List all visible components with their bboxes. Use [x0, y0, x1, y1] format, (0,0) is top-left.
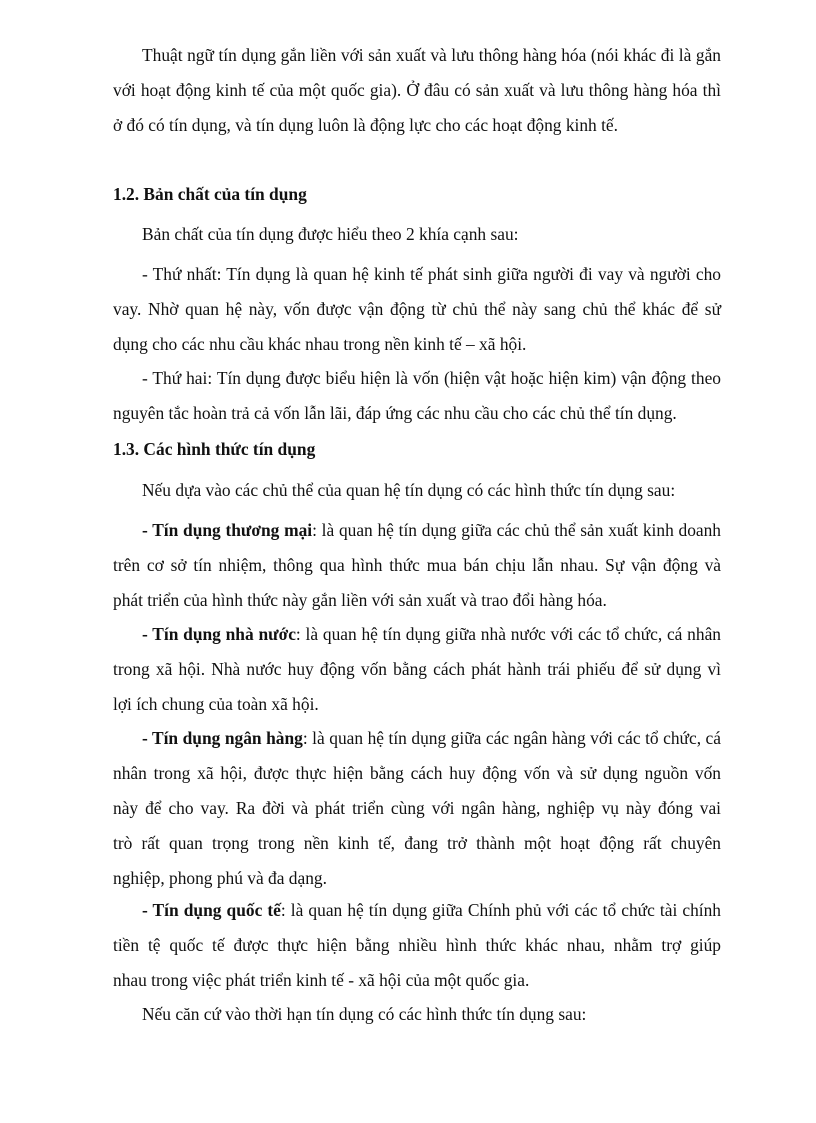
intro-paragraph — [113, 38, 721, 143]
text-line: vay. Nhờ quan hệ này, vốn được vận động từ chủ thể này sang chủ thể khác để sử — [113, 299, 721, 319]
text-line: trên cơ sở tín nhiệm, thông qua hình thức mua bán chịu lẫn nhau. Sự vận động và — [113, 555, 721, 575]
term-international-credit: - Tín dụng quốc tế — [142, 900, 281, 920]
section-heading-1-3: 1.3. Các hình thức tín dụng — [113, 439, 316, 459]
text-line: - Thứ hai: Tín dụng được biểu hiện là vốn (hiện vật hoặc hiện kim) vận động theo — [142, 368, 721, 388]
text-line: ở đó có tín dụng, và tín dụng luôn là động lực cho các hoạt động kinh tế. — [113, 115, 618, 135]
text-line: dụng cho các nhu cầu khác nhau trong nền kinh tế – xã hội. — [113, 334, 527, 354]
section-1-2-first-point — [113, 257, 721, 362]
closing-paragraph — [113, 997, 721, 1032]
text-line: Nếu dựa vào các chủ thể của quan hệ tín dụng có các hình thức tín dụng sau: — [142, 480, 676, 500]
international-credit-paragraph — [113, 893, 721, 998]
section-1-2-second-point — [113, 361, 721, 431]
section-1-3-lead — [113, 473, 721, 508]
text-line: nghiệp, phong phú và đa dạng. — [113, 868, 327, 888]
text-line: lợi ích chung của toàn xã hội. — [113, 694, 319, 714]
text-line: nhân trong xã hội, được thực hiện bằng cách huy động vốn và sử dụng nguồn vốn — [113, 763, 721, 783]
text-line — [113, 513, 721, 548]
text-line: nguyên tắc hoàn trả cả vốn lẫn lãi, đáp ứng các nhu cầu cho các chủ thể tín dụng. — [113, 403, 677, 423]
text-line — [113, 893, 721, 928]
term-state-credit: - Tín dụng nhà nước — [142, 624, 296, 644]
commercial-credit-paragraph — [113, 513, 721, 618]
text-line — [113, 617, 721, 652]
text-line: Bản chất của tín dụng được hiểu theo 2 khía cạnh sau: — [142, 224, 519, 244]
definition-text: : là quan hệ tín dụng giữa Chính phủ với các tổ chức tài chính — [280, 900, 722, 920]
term-commercial-credit: - Tín dụng thương mại — [142, 520, 313, 540]
text-line: trò rất quan trọng trong nền kinh tế, đang trở thành một hoạt động rất chuyên — [113, 833, 721, 853]
text-line: Nếu căn cứ vào thời hạn tín dụng có các hình thức tín dụng sau: — [142, 1004, 587, 1024]
text-line: trong xã hội. Nhà nước huy động vốn bằng cách phát hành trái phiếu để sử dụng vì — [113, 659, 721, 679]
section-heading-1-2: 1.2. Bản chất của tín dụng — [113, 184, 307, 204]
definition-text: : là quan hệ tín dụng giữa các ngân hàng với các tổ chức, cá — [302, 728, 721, 748]
text-line: này để cho vay. Ra đời và phát triển cùng với ngân hàng, nghiệp vụ này đóng vai — [113, 798, 721, 818]
text-line: phát triển của hình thức này gắn liền với sản xuất và trao đổi hàng hóa. — [113, 590, 607, 610]
text-line — [113, 721, 721, 756]
state-credit-paragraph — [113, 617, 721, 722]
text-line: tiền tệ quốc tế được thực hiện bằng nhiều hình thức khác nhau, nhằm trợ giúp — [113, 935, 721, 955]
section-1-2-lead — [113, 217, 721, 252]
definition-text: : là quan hệ tín dụng giữa các chủ thể sản xuất kinh doanh — [312, 520, 722, 540]
term-bank-credit: - Tín dụng ngân hàng — [142, 728, 303, 748]
text-line: Thuật ngữ tín dụng gắn liền với sản xuất và lưu thông hàng hóa (nói khác đi là gắn — [142, 45, 721, 65]
text-line: với hoạt động kinh tế của một quốc gia). Ở đâu có sản xuất và lưu thông hàng hóa thì — [113, 80, 721, 100]
bank-credit-paragraph — [113, 721, 721, 896]
text-line: nhau trong việc phát triển kinh tế - xã hội của một quốc gia. — [113, 970, 530, 990]
definition-text: : là quan hệ tín dụng giữa nhà nước với các tổ chức, cá nhân — [295, 624, 721, 644]
text-line: - Thứ nhất: Tín dụng là quan hệ kinh tế phát sinh giữa người đi vay và người cho — [142, 264, 721, 284]
